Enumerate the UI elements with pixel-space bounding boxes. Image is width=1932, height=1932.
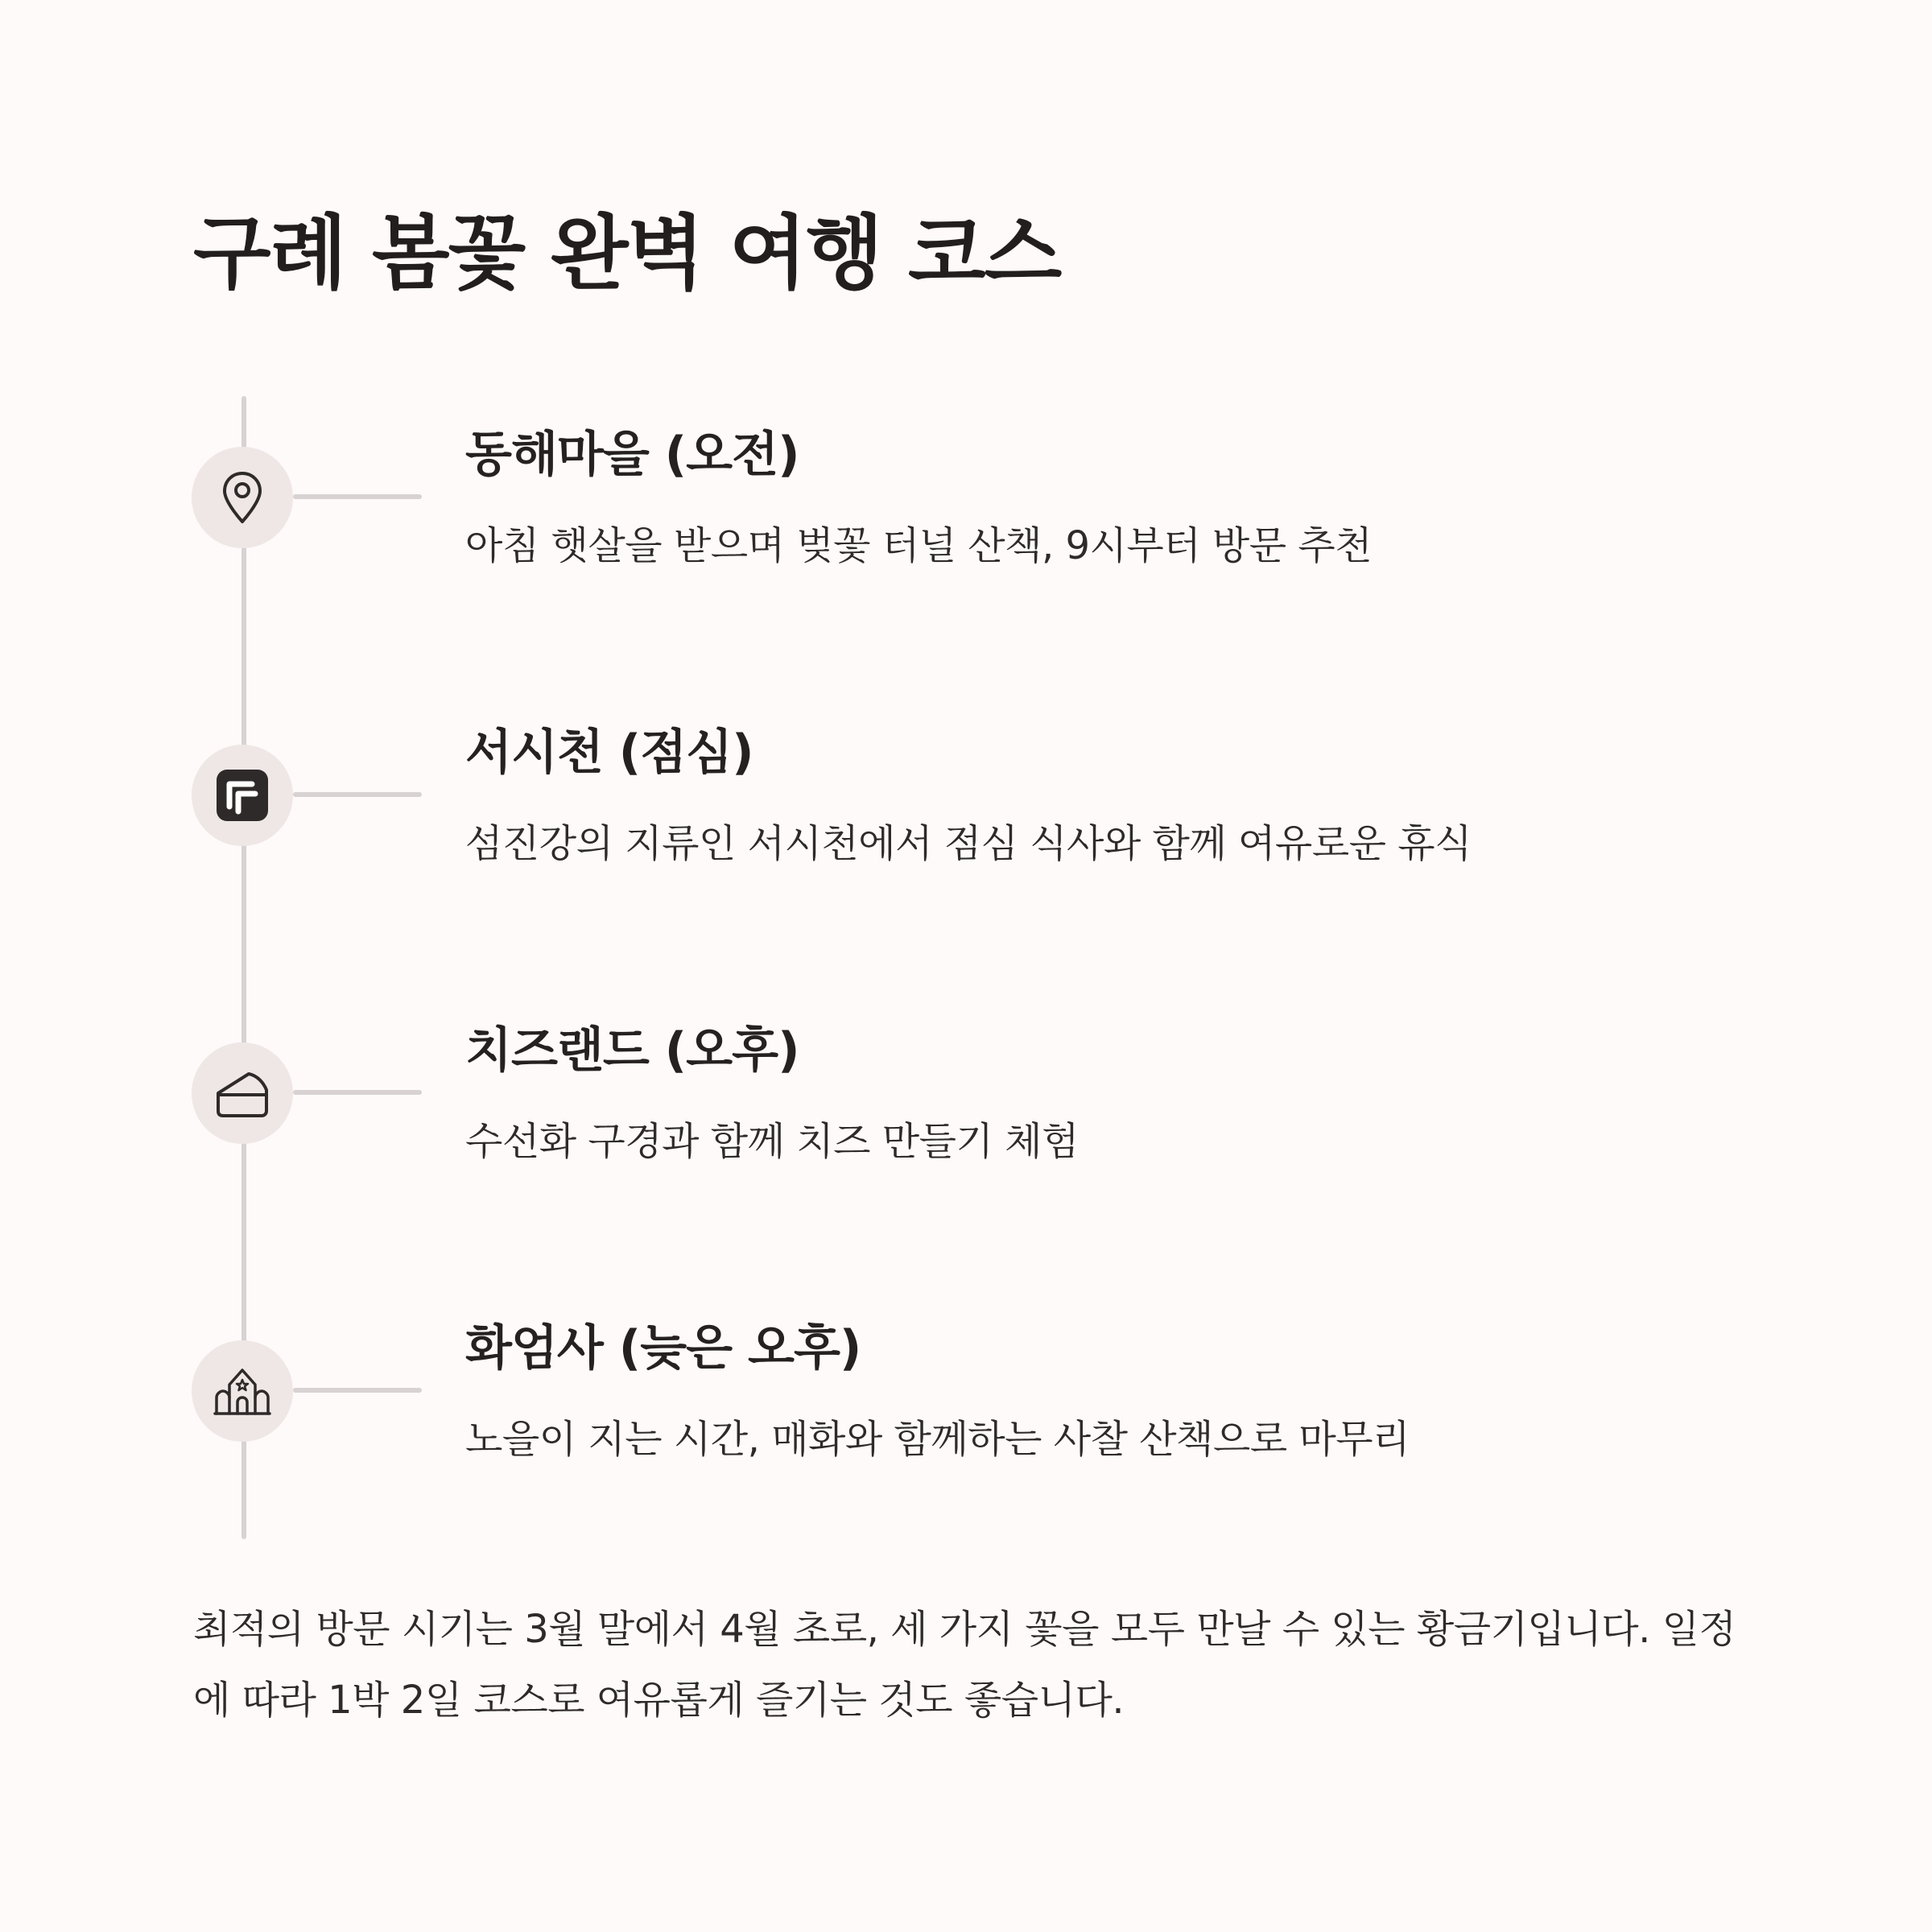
cheese-icon bbox=[192, 1042, 293, 1144]
timeline-step-4 bbox=[0, 1320, 1932, 1582]
river-app-icon bbox=[192, 745, 293, 846]
step-title: 동해마을 (오전) bbox=[465, 427, 799, 483]
step-description: 아침 햇살을 받으며 벚꽃 터널 산책, 9시부터 방문 추천 bbox=[465, 523, 1373, 568]
footer-note: 최적의 방문 시기는 3월 말에서 4월 초로, 세 가지 꽃을 모두 만날 수 있는 황금기입니다. 일정에 따라 1박 2일 코스로 여유롭게 즐기는 것도 좋습니다. bbox=[193, 1607, 1736, 1723]
temple-icon bbox=[192, 1340, 293, 1442]
step-title: 화엄사 (늦은 오후) bbox=[465, 1320, 861, 1377]
timeline-step-1 bbox=[0, 427, 1932, 688]
step-connector bbox=[293, 1388, 422, 1393]
step-connector bbox=[293, 1090, 422, 1095]
step-description: 노을이 지는 시간, 매화와 함께하는 사찰 산책으로 마무리 bbox=[465, 1417, 1410, 1462]
step-title: 치즈랜드 (오후) bbox=[465, 1022, 799, 1079]
step-connector bbox=[293, 792, 422, 797]
timeline-step-2 bbox=[0, 724, 1932, 986]
page-title: 구례 봄꽃 완벽 여행 코스 bbox=[193, 206, 1061, 300]
map-pin-icon bbox=[192, 447, 293, 548]
step-title: 서시천 (점심) bbox=[465, 724, 753, 781]
step-connector bbox=[293, 494, 422, 499]
timeline-step-3 bbox=[0, 1022, 1932, 1284]
step-description: 섬진강의 지류인 서시천에서 점심 식사와 함께 여유로운 휴식 bbox=[465, 821, 1472, 866]
step-description: 수선화 구경과 함께 치즈 만들기 체험 bbox=[465, 1119, 1079, 1164]
